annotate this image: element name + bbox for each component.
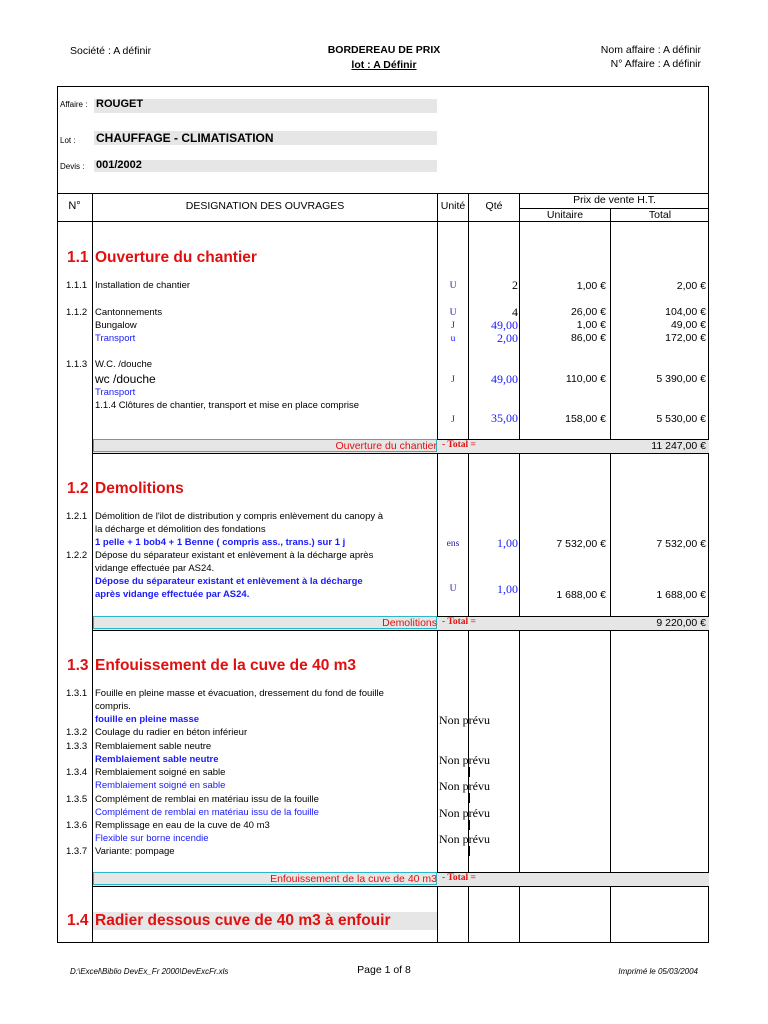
col-header-qte: Qté	[485, 200, 503, 212]
row-unit-price: 7 532,00 €	[556, 538, 606, 550]
row-text: Cantonnements	[95, 307, 163, 318]
row-qty: 4	[512, 305, 518, 319]
row-text: 1.1.4 Clôtures de chantier, transport et mise en place comprise	[95, 400, 360, 411]
affaire-field-bg	[94, 99, 437, 113]
section-total-label: Enfouissement de la cuve de 40 m3	[270, 873, 437, 885]
row-text: Bungalow	[95, 320, 137, 331]
row-text: Dépose du séparateur existant et enlèvement à la décharge	[95, 576, 363, 587]
row-text: Complément de remblai en matériau issu de la fouille	[95, 807, 319, 818]
col-header-unitaire: Unitaire	[546, 209, 584, 221]
row-qty: Non prévu	[439, 753, 490, 767]
row-text: compris.	[95, 701, 131, 712]
section-total-value: 11 247,00 €	[651, 440, 706, 452]
row-text: Fouille en pleine masse et évacuation, dressement du fond de fouille	[95, 688, 384, 699]
row-unit: U	[449, 308, 457, 318]
row-text: Installation de chantier	[95, 280, 191, 291]
lot-subtitle: lot : A Définir	[351, 59, 417, 71]
section-total-label: Ouverture du chantier	[335, 440, 437, 452]
section-total-suffix: - Total =	[442, 873, 476, 883]
row-no: 1.3.5	[66, 794, 88, 805]
row-text: Dépose du séparateur existant et enlèvement à la décharge après	[95, 550, 374, 561]
row-text: la décharge et démolition des fondations	[95, 524, 266, 535]
row-unit: J	[451, 321, 455, 331]
row-unit: ens	[446, 539, 460, 549]
row-unit: U	[449, 281, 457, 291]
row-qty: 49,00	[491, 318, 518, 332]
no-affaire: N° Affaire : A définir	[610, 58, 701, 70]
row-qty: 2	[512, 278, 518, 292]
row-text: Flexible sur borne incendie	[95, 833, 209, 844]
section-title-1-3: Enfouissement de la cuve de 40 m3	[95, 657, 357, 674]
row-text: wc /douche	[95, 372, 156, 386]
row-qty: Non prévu	[439, 713, 490, 727]
row-total: 49,00 €	[670, 319, 706, 331]
section-title-1-4: Radier dessous cuve de 40 m3 à enfouir	[95, 912, 391, 929]
header-bottom-line	[57, 221, 709, 222]
section-total-suffix: - Total =	[442, 440, 476, 450]
row-text: fouille en pleine masse	[95, 714, 200, 725]
section-title-1-2: Demolitions	[95, 480, 184, 497]
row-qty: 1,00	[497, 536, 518, 550]
row-no: 1.3.7	[66, 846, 88, 857]
row-no: 1.1.2	[66, 307, 88, 318]
row-text: après vidange effectuée par AS24.	[95, 589, 250, 600]
row-no: 1.1.1	[66, 280, 88, 291]
row-qty: Non prévu	[439, 832, 490, 846]
row-text: Démolition de l'ilot de distribution y compris enlèvement du canopy à	[95, 511, 384, 522]
row-text: Complément de remblai en matériau issu de la fouille	[95, 794, 319, 805]
row-qty: 2,00	[497, 331, 518, 345]
row-unit: U	[449, 584, 457, 594]
cell-marker	[469, 767, 470, 777]
cell-marker	[469, 846, 470, 856]
section-title-1-1: Ouverture du chantier	[95, 249, 257, 266]
row-text: Remblaiement soigné en sable	[95, 767, 226, 778]
societe-label: Société : A définir	[70, 45, 152, 57]
row-no: 1.3.2	[66, 727, 88, 738]
col-header-total: Total	[648, 209, 672, 221]
devis-label: Devis :	[60, 162, 85, 171]
row-text: Transport	[95, 387, 136, 398]
devis-field-bg	[94, 160, 437, 172]
affaire-label: Affaire :	[60, 100, 88, 109]
row-qty: 35,00	[491, 411, 518, 425]
footer-page-number: Page 1 of 8	[357, 964, 411, 976]
section-total-value: 9 220,00 €	[656, 617, 706, 629]
row-text: W.C. /douche	[95, 359, 153, 370]
row-unit-price: 1 688,00 €	[556, 589, 606, 601]
row-unit-price: 26,00 €	[570, 306, 606, 318]
row-unit: J	[451, 415, 455, 425]
row-qty: 1,00	[497, 582, 518, 596]
row-total: 5 390,00 €	[656, 373, 706, 385]
row-no: 1.3.4	[66, 767, 88, 778]
footer-file-path: D:\Excel\Biblio DevEx_Fr 2000\DevExcFr.xls	[70, 967, 229, 976]
row-qty: 49,00	[491, 372, 518, 386]
cell-marker	[469, 820, 470, 830]
row-total: 172,00 €	[665, 332, 706, 344]
row-unit: u	[450, 334, 456, 344]
row-text: Remplissage en eau de la cuve de 40 m3	[95, 820, 270, 831]
col-header-designation: DESIGNATION DES OUVRAGES	[185, 200, 345, 212]
col-header-no: N°	[68, 200, 81, 212]
col-line-designation	[437, 193, 438, 943]
row-total: 2,00 €	[676, 280, 706, 292]
devis-value: 001/2002	[96, 159, 142, 171]
lot-value: CHAUFFAGE - CLIMATISATION	[96, 131, 274, 145]
row-no: 1.3.3	[66, 741, 88, 752]
section-number-1-1: 1.1	[67, 249, 89, 266]
row-text: Remblaiement sable neutre	[95, 754, 219, 765]
section-number-1-3: 1.3	[67, 657, 89, 674]
row-total: 7 532,00 €	[656, 538, 706, 550]
col-header-prix: Prix de vente H.T.	[573, 194, 656, 206]
row-text: Variante: pompage	[95, 846, 175, 857]
row-text: Remblaiement sable neutre	[95, 741, 212, 752]
footer-print-date: Imprimé le 05/03/2004	[618, 967, 698, 976]
document-title: BORDEREAU DE PRIX	[327, 44, 441, 56]
col-header-unite: Unité	[440, 200, 466, 212]
row-unit-price: 1,00 €	[576, 280, 606, 292]
section-total-suffix: - Total =	[442, 617, 476, 627]
col-line-no	[92, 193, 93, 943]
row-unit-price: 1,00 €	[576, 319, 606, 331]
row-text: Transport	[95, 333, 136, 344]
row-text: vidange effectuée par AS24.	[95, 563, 215, 574]
section-number-1-4: 1.4	[67, 912, 89, 929]
section-number-1-2: 1.2	[67, 480, 89, 497]
row-no: 1.3.1	[66, 688, 88, 699]
nom-affaire: Nom affaire : A définir	[600, 44, 701, 56]
affaire-value: ROUGET	[96, 98, 144, 110]
row-text: 1 pelle + 1 bob4 + 1 Benne ( compris ass., trans.) sur 1 j	[95, 537, 346, 548]
section-total-label: Demolitions	[382, 617, 437, 629]
row-text: Coulage du radier en béton inférieur	[95, 727, 248, 738]
row-text: Remblaiement soigné en sable	[95, 780, 226, 791]
row-qty: Non prévu	[439, 806, 490, 820]
row-total: 104,00 €	[665, 306, 706, 318]
lot-label: Lot :	[60, 136, 76, 145]
row-unit-price: 158,00 €	[565, 413, 606, 425]
row-unit-price: 86,00 €	[570, 332, 606, 344]
cell-marker	[469, 793, 470, 803]
row-unit: J	[451, 375, 455, 385]
row-qty: Non prévu	[439, 779, 490, 793]
row-no: 1.2.1	[66, 511, 88, 522]
row-no: 1.2.2	[66, 550, 88, 561]
row-total: 1 688,00 €	[656, 589, 706, 601]
row-total: 5 530,00 €	[656, 413, 706, 425]
row-unit-price: 110,00 €	[565, 373, 606, 385]
row-no: 1.3.6	[66, 820, 88, 831]
row-no: 1.1.3	[66, 359, 88, 370]
